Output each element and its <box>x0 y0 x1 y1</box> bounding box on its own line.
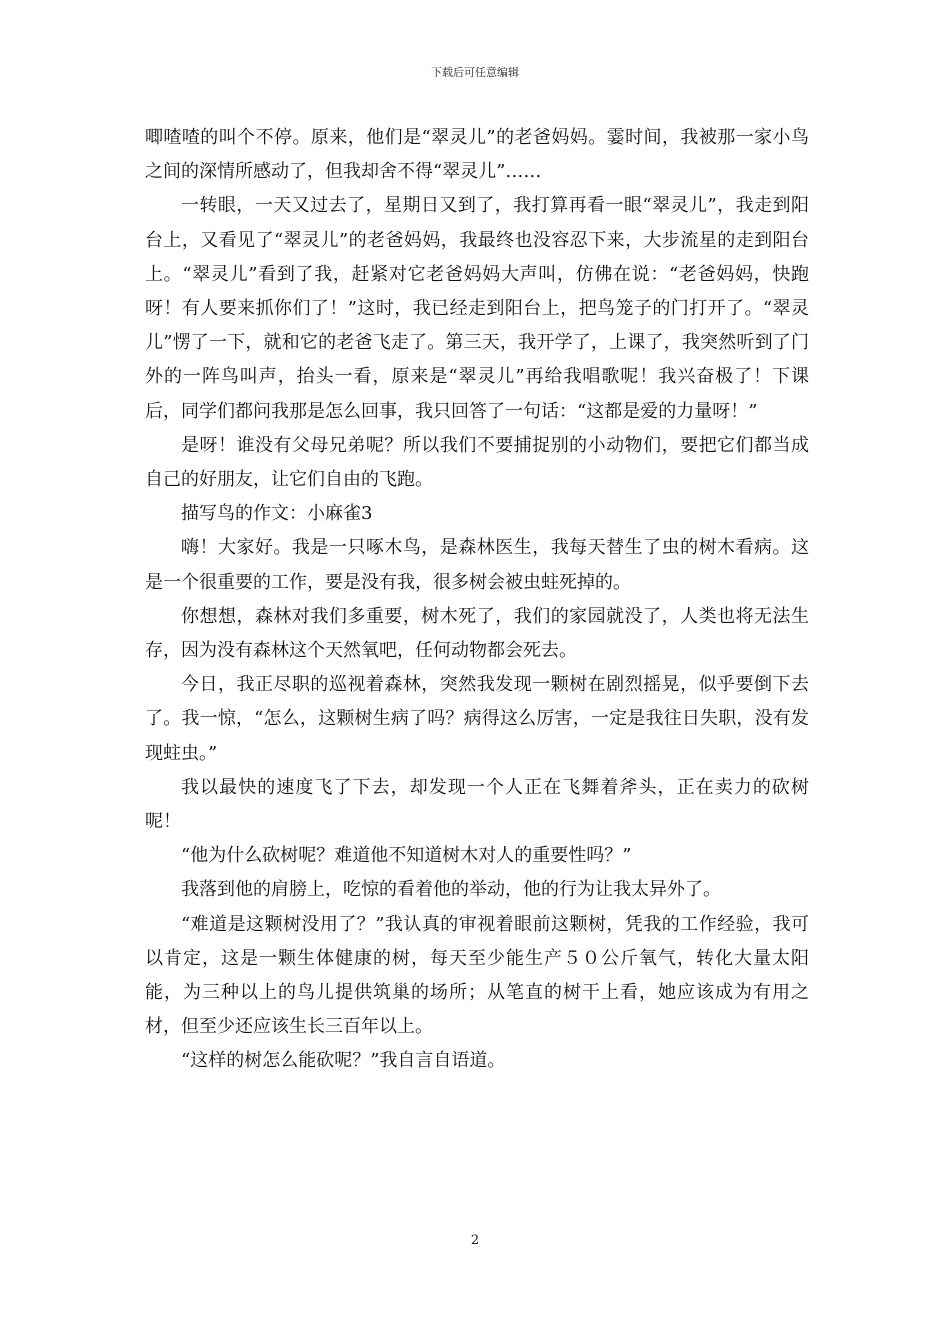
paragraph: “难道是这颗树没用了？”我认真的审视着眼前这颗树，凭我的工作经验，我可以肯定，这是一颗生体健康的树，每天至少能生产５０公斤氧气，转化大量太阳能，为三种以上的鸟儿提供筑巢的场所；从笔直的树干上看，她应该成为有用之材，但至少还应该生长三百年以上。 <box>145 913 809 1038</box>
paragraph: 我以最快的速度飞了下去，却发现一个人正在飞舞着斧头，正在卖力的砍树呢！ <box>145 776 809 833</box>
paragraph: 嗨！大家好。我是一只啄木鸟，是森林医生，我每天替生了虫的树木看病。这是一个很重要的工作，要是没有我，很多树会被虫蛀死掉的。 <box>145 537 809 593</box>
section-heading: 描写鸟的作文：小麻雀3 <box>181 503 373 525</box>
paragraph: 我落到他的肩膀上，吃惊的看着他的举动，他的行为让我太异外了。 <box>181 879 721 901</box>
page-number: 2 <box>470 1233 480 1248</box>
paragraph: 今日，我正尽职的巡视着森林，突然我发现一颗树在剧烈摇晃，似乎要倒下去了。我一惊，“怎么，这颗树生病了吗？病得这么厉害，一定是我往日失职，没有发现蛀虫。” <box>145 674 809 764</box>
paragraph: 一转眼，一天又过去了，星期日又到了，我打算再看一眼“翠灵儿”，我走到阳台上，又看见了“翠灵儿”的老爸妈妈，我最终也没容忍下来，大步流星的走到阳台上。“翠灵儿”看到了我，赶紧对它老爸妈妈大声叫，仿佛在说：“老爸妈妈，快跑呀！有人要来抓你们了！”这时，我已经走到阳台上，把鸟笼子的门打开了。“翠灵儿”愣了一下，就和它的老爸飞走了。第三天，我开学了，上课了，我突然听到了门外的一阵鸟叫声，抬头一看，原来是“翠灵儿”再给我唱歌呢！我兴奋极了！下课后，同学们都问我那是怎么回事，我只回答了一句话：“这都是爱的力量呀！” <box>145 195 809 422</box>
paragraph: “他为什么砍树呢？难道他不知道树木对人的重要性吗？” <box>181 845 632 867</box>
paragraph: 唧喳喳的叫个不停。原来，他们是“翠灵儿”的老爸妈妈。霎时间，我被那一家小鸟之间的深情所感动了，但我却舍不得“翠灵儿”…… <box>145 127 809 183</box>
paragraph: “这样的树怎么能砍呢？”我自言自语道。 <box>181 1050 506 1072</box>
paragraph: 你想想，森林对我们多重要，树木死了，我们的家园就没了，人类也将无法生存，因为没有森林这个天然氧吧，任何动物都会死去。 <box>145 605 809 662</box>
page-header: 下载后可任意编辑 <box>431 66 519 79</box>
paragraph: 是呀！谁没有父母兄弟呢？所以我们不要捕捉别的小动物们，要把它们都当成自己的好朋友，让它们自由的飞跑。 <box>145 434 809 491</box>
document-body <box>145 121 809 1079</box>
